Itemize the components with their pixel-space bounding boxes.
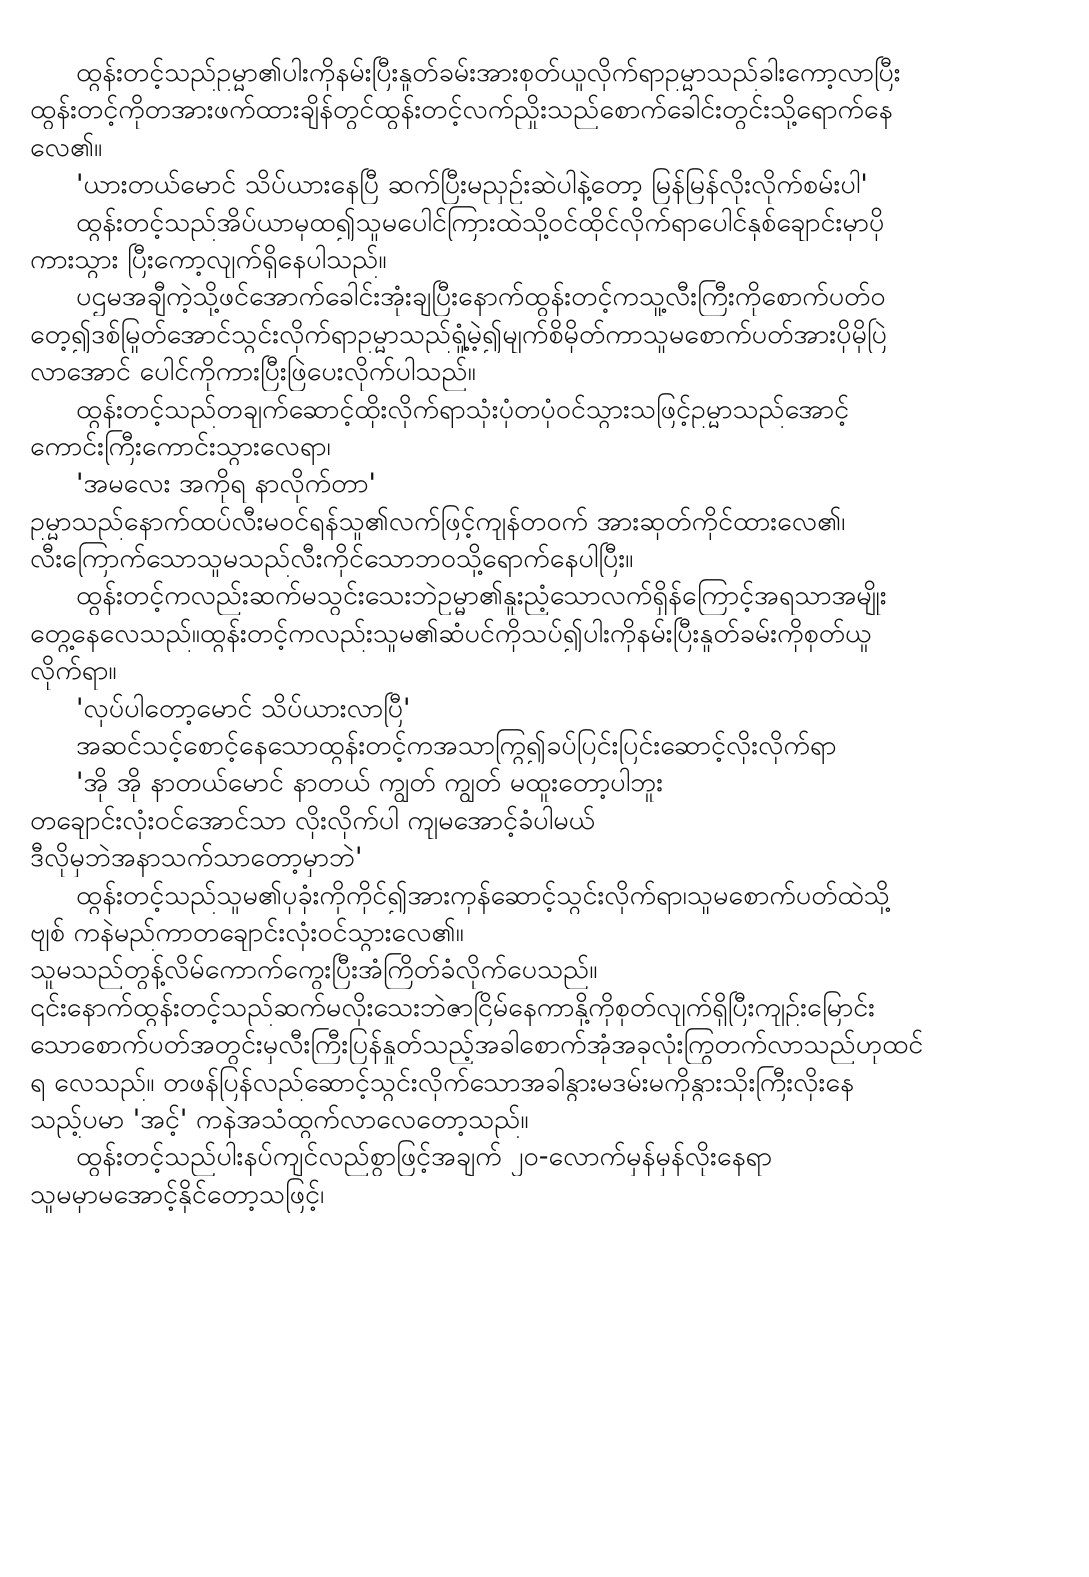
- text-line: ရ လေသည်။ တဖန်ပြန်လည်ဆောင့်သွင်းလိုက်သောအခါနွားမဒမ်းမကိုနွားသိုးကြီးလိုးနေ: [30, 1066, 854, 1098]
- text-line: ကားသွား ပြီးကော့လျက်ရှိနေပါသည်။: [30, 243, 387, 275]
- text-line: သူမသည်တွန့်လိမ်ကောက်ကွေးပြီးအံကြိတ်ခံလိုက်ပေသည်။: [30, 954, 598, 986]
- text-line: ဒီလိုမှဘဲအနာသက်သာတော့မှာဘဲ': [30, 842, 363, 874]
- text-line: သည့်ပမာ 'အင့်' ကနဲအသံထွက်လာလေတော့သည်။: [30, 1103, 529, 1135]
- text-line: သူမမှာမအောင့်နိုင်တော့သဖြင့်၊: [30, 1178, 325, 1210]
- text-line: ထွန်းတင့်သည်ပါးနပ်ကျင်လည်စွာဖြင့်အချက် ၂၀-လောက်မှန်မှန်လိုးနေရာ: [76, 1141, 773, 1173]
- text-line: တေ့၍ဒစ်မြုတ်အောင်သွင်းလိုက်ရာဥမ္မာသည်ရှုံ့မဲ့၍မျက်စိမှိတ်ကာသူမစောက်ပတ်အားပိုမိုပြဲ: [30, 318, 887, 350]
- text-line: ဗျစ် ကနဲမည်ကာတချောင်းလုံးဝင်သွားလေ၏။: [30, 916, 464, 948]
- text-line: ပဌမအချီကဲ့သို့ဖင်အောက်ခေါင်းအုံးချပြီးနောက်ထွန်းတင့်ကသူ့လီးကြီးကိုစောက်ပတ်ဝ: [76, 281, 886, 313]
- text-line: လာအောင် ပေါင်ကိုကားပြီးဖြဲပေးလိုက်ပါသည်။: [30, 356, 476, 388]
- text-line: လေ၏။: [30, 131, 103, 163]
- text-line: ထွန်းတင့်သည်ဥမ္မာ၏ပါးကိုနမ်းပြီးနှုတ်ခမ်းအားစုတ်ယူလိုက်ရာဥမ္မာသည်ခါးကော့လာပြီး: [76, 57, 901, 88]
- text-line: လိုက်ရာ။: [30, 655, 117, 687]
- text-line: ၎င်းနောက်ထွန်းတင့်သည်ဆက်မလိုးသေးဘဲဇာငြိမ်နေကာနို့ကိုစုတ်လျက်ရှိပြီးကျဉ်းမြောင်း: [30, 991, 876, 1023]
- text-line: လီးကြောက်သောသူမသည်လီးကိုင်သောဘဝသို့ရောက်နေပါပြီး။: [30, 543, 634, 575]
- text-line: တချောင်းလုံးဝင်အောင်သာ လိုးလိုက်ပါ ကျမအောင့်ခံပါမယ်: [30, 804, 595, 836]
- text-line: ကောင်းကြီးကောင်းသွားလေရာ၊: [30, 430, 331, 462]
- text-line: ထွန်းတင့်ကလည်းဆက်မသွင်းသေးဘဲဥမ္မာ၏နူးညံ့သောလက်ရှိန်ကြောင့်အရသာအမျိုး: [76, 580, 887, 612]
- text-line: 'အမလေး အကိုရ နာလိုက်တာ': [76, 468, 376, 500]
- text-line: ထွန်းတင့်သည်သူမ၏ပုခုံးကိုကိုင်၍အားကုန်ဆောင့်သွင်းလိုက်ရာ၊သူမစောက်ပတ်ထဲသို့: [76, 879, 890, 911]
- text-line: အဆင်သင့်စောင့်နေသောထွန်းတင့်ကအသာကြွ၍ခပ်ပြင်းပြင်းဆောင့်လိုးလိုက်ရာ: [76, 730, 837, 762]
- text-line: ထွန်းတင့်သည်တချက်ဆောင့်ထိုးလိုက်ရာသုံးပုံတပုံဝင်သွားသဖြင့်ဥမ္မာသည်အောင့်: [76, 393, 850, 425]
- text-line: သောစောက်ပတ်အတွင်းမှလီးကြီးပြန်နှုတ်သည့်အခါစောက်အုံအခုလုံးကြွတက်လာသည်ဟုထင်: [30, 1029, 924, 1061]
- text-line: 'လုပ်ပါတော့မောင် သိပ်ယားလာပြီ': [76, 692, 411, 724]
- text-line: တွေ့နေလေသည်။ထွန်းတင့်ကလည်းသူမ၏ဆံပင်ကိုသပ်၍ပါးကိုနမ်းပြီးနှုတ်ခမ်းကိုစုတ်ယူ: [30, 617, 872, 649]
- text-line: ထွန်းတင့်ကိုတအားဖက်ထားချိန်တွင်ထွန်းတင့်လက်ညှိုးသည်စောက်ခေါင်းတွင်းသို့ရောက်နေ: [30, 94, 893, 126]
- text-line: 'အို အို နာတယ်မောင် နာတယ် ကျွတ် ကျွတ် မထူးတော့ပါဘူး: [76, 767, 664, 799]
- text-line: ဥမ္မာသည်နောက်ထပ်လီးမဝင်ရန်သူ၏လက်ဖြင့်ကျန်တဝက် အားဆုတ်ကိုင်ထားလေ၏၊: [30, 505, 846, 537]
- text-line: ထွန်းတင့်သည်အိပ်ယာမှထ၍သူမပေါင်ကြားထဲသို့ဝင်ထိုင်လိုက်ရာပေါင်နှစ်ချောင်းမှာပို: [76, 206, 885, 238]
- body-text: [30, 54, 1060, 1213]
- text-line: 'ယားတယ်မောင် သိပ်ယားနေပြီ ဆက်ပြီးမညှဉ်းဆဲပါနဲ့တော့ မြန်မြန်လိုးလိုက်စမ်းပါ': [76, 169, 868, 201]
